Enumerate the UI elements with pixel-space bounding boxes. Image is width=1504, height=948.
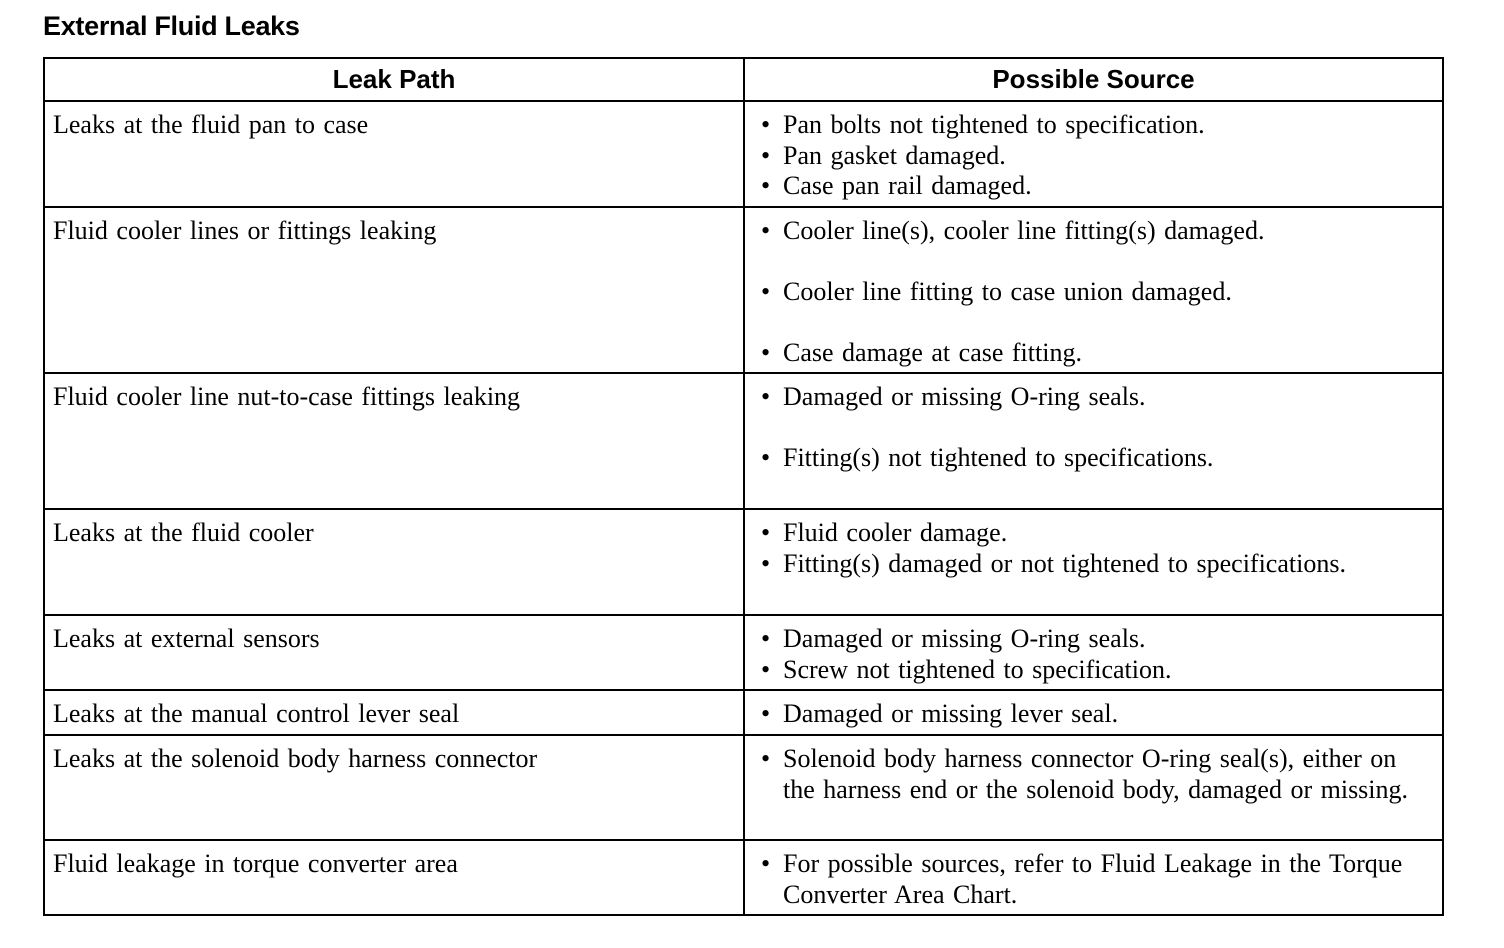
bullet-icon: • bbox=[761, 382, 771, 411]
bullet-icon: • bbox=[761, 277, 771, 306]
bullet-icon: • bbox=[761, 140, 771, 170]
leak-path-cell bbox=[44, 101, 744, 207]
possible-source-cell bbox=[744, 207, 1443, 373]
source-list bbox=[745, 616, 1442, 685]
table-row bbox=[44, 735, 1443, 840]
list-item: • Fitting(s) not tightened to specifications. bbox=[761, 443, 1214, 472]
external-fluid-leaks-table bbox=[43, 57, 1444, 916]
table-row bbox=[44, 690, 1443, 735]
leak-path-text: Leaks at the fluid pan to case bbox=[53, 110, 369, 139]
list-item: • Case damage at case fitting. bbox=[761, 338, 1082, 367]
possible-source-cell bbox=[744, 509, 1443, 615]
header-leak-path: Leak Path bbox=[44, 58, 744, 101]
bullet-icon: • bbox=[761, 171, 771, 200]
list-item: • Pan gasket damaged. bbox=[761, 140, 1006, 170]
leak-path-cell bbox=[44, 840, 744, 915]
source-list bbox=[745, 841, 1442, 910]
list-item: • Fitting(s) damaged or not tightened to specifications. bbox=[761, 548, 1346, 578]
header-row bbox=[44, 58, 1443, 101]
table-row bbox=[44, 509, 1443, 615]
possible-source-cell bbox=[744, 615, 1443, 690]
list-item: • Cooler line(s), cooler line fitting(s) damaged. bbox=[761, 216, 1265, 245]
list-item: • For possible sources, refer to Fluid Leakage in the Torque Converter Area Chart. bbox=[761, 849, 1403, 909]
bullet-icon: • bbox=[761, 654, 771, 684]
list-item: • Case pan rail damaged. bbox=[761, 171, 1032, 200]
bullet-icon: • bbox=[761, 548, 771, 578]
list-item: • Pan bolts not tightened to specification. bbox=[761, 110, 1205, 139]
bullet-icon: • bbox=[761, 624, 771, 653]
leak-path-text: Leaks at the solenoid body harness connector bbox=[53, 744, 538, 773]
list-item: • Damaged or missing O-ring seals. bbox=[761, 382, 1146, 411]
table-row bbox=[44, 101, 1443, 207]
leak-path-text: Leaks at the manual control lever seal bbox=[53, 699, 460, 728]
leak-path-cell bbox=[44, 207, 744, 373]
leak-path-cell bbox=[44, 373, 744, 509]
list-item: • Solenoid body harness connector O-ring seal(s), either on the harness end or the solenoid body, damaged or missing. bbox=[761, 744, 1409, 804]
leak-path-text: Leaks at the fluid cooler bbox=[53, 518, 314, 547]
bullet-icon: • bbox=[761, 518, 771, 547]
list-item: • Screw not tightened to specification. bbox=[761, 654, 1172, 684]
leak-path-text: Fluid cooler line nut-to-case fittings leaking bbox=[53, 382, 521, 411]
list-item: • Damaged or missing lever seal. bbox=[761, 699, 1119, 728]
bullet-icon: • bbox=[761, 110, 771, 139]
list-item: • Fluid cooler damage. bbox=[761, 518, 1008, 547]
leak-path-text: Fluid leakage in torque converter area bbox=[53, 849, 458, 878]
table-row bbox=[44, 840, 1443, 915]
leak-path-text: Fluid cooler lines or fittings leaking bbox=[53, 216, 437, 245]
leak-path-cell bbox=[44, 615, 744, 690]
bullet-icon: • bbox=[761, 443, 771, 472]
table-row bbox=[44, 615, 1443, 690]
table-row bbox=[44, 373, 1443, 509]
leak-path-cell bbox=[44, 690, 744, 735]
source-list bbox=[745, 736, 1442, 805]
possible-source-cell bbox=[744, 101, 1443, 207]
possible-source-cell bbox=[744, 840, 1443, 915]
bullet-icon: • bbox=[761, 699, 771, 728]
source-list bbox=[745, 208, 1442, 369]
source-list bbox=[745, 374, 1442, 474]
leak-path-text: Leaks at external sensors bbox=[53, 624, 320, 653]
list-item: • Damaged or missing O-ring seals. bbox=[761, 624, 1146, 653]
leak-path-cell bbox=[44, 735, 744, 840]
header-possible-source: Possible Source bbox=[744, 58, 1443, 101]
source-list bbox=[745, 510, 1442, 579]
list-item: • Cooler line fitting to case union damaged. bbox=[761, 277, 1232, 306]
possible-source-cell bbox=[744, 373, 1443, 509]
bullet-icon: • bbox=[761, 744, 771, 773]
table-row bbox=[44, 207, 1443, 373]
possible-source-cell bbox=[744, 735, 1443, 840]
page-title: External Fluid Leaks bbox=[43, 11, 300, 41]
bullet-icon: • bbox=[761, 849, 771, 878]
bullet-icon: • bbox=[761, 216, 771, 245]
possible-source-cell bbox=[744, 690, 1443, 735]
source-list bbox=[745, 691, 1442, 730]
bullet-icon: • bbox=[761, 338, 771, 367]
source-list bbox=[745, 102, 1442, 202]
leak-path-cell bbox=[44, 509, 744, 615]
